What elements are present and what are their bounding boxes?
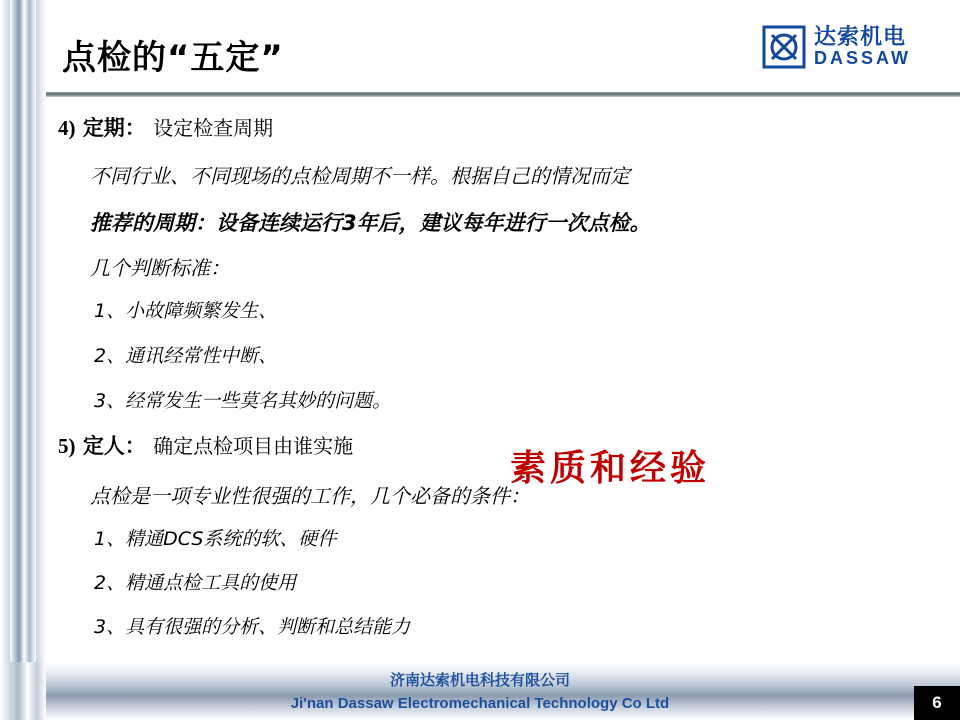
body-line-1-number: 4) (58, 116, 76, 140)
body-line-9: 点检是一项专业性很强的工作，几个必备的条件： (90, 484, 530, 508)
body-line-3: 推荐的周期：设备连续运行3年后，建议每年进行一次点检。 (90, 211, 651, 235)
title-divider (46, 92, 960, 97)
body-line-1-tail: 设定检查周期 (153, 116, 274, 140)
left-decorative-bar (0, 0, 46, 720)
body-line-11: 2、精通点检工具的使用 (94, 572, 297, 594)
page-number: 6 (914, 686, 960, 720)
company-logo (754, 14, 954, 80)
body-line-2: 不同行业、不同现场的点检周期不一样。根据自己的情况而定 (90, 164, 630, 188)
body-line-8 (58, 430, 353, 460)
page-title: 点检的“五定” (62, 38, 284, 78)
body-line-5: 1、小故障频繁发生、 (94, 300, 278, 322)
body-line-1 (58, 112, 273, 142)
dassaw-square-logo-icon (762, 25, 806, 69)
body-line-8-label: 定人： (82, 434, 146, 458)
logo-company-cn: 达索机电 (814, 25, 907, 50)
slide-footer (0, 662, 960, 720)
footer-company-en: Ji'nan Dassaw Electromechanical Technology Co Ltd (290, 695, 670, 712)
body-line-8-number: 5) (58, 434, 76, 458)
body-line-1-label: 定期： (82, 116, 146, 140)
body-line-7: 3、经常发生一些莫名其妙的问题。 (94, 390, 392, 412)
logo-company-en: DASSAW (814, 48, 912, 69)
body-line-4: 几个判断标准： (90, 256, 230, 280)
footer-company-cn: 济南达索机电科技有限公司 (389, 671, 570, 689)
body-line-10: 1、精通DCS系统的软、硬件 (94, 528, 337, 550)
body-line-12: 3、具有很强的分析、判断和总结能力 (94, 616, 411, 638)
body-line-6: 2、通讯经常性中断、 (94, 345, 278, 367)
logo-text (814, 26, 911, 68)
left-decorative-bar-inner (10, 0, 36, 720)
red-annotation: 素质和经验 (510, 447, 711, 489)
body-line-8-tail: 确定点检项目由谁实施 (153, 434, 354, 458)
slide-body (46, 104, 960, 644)
